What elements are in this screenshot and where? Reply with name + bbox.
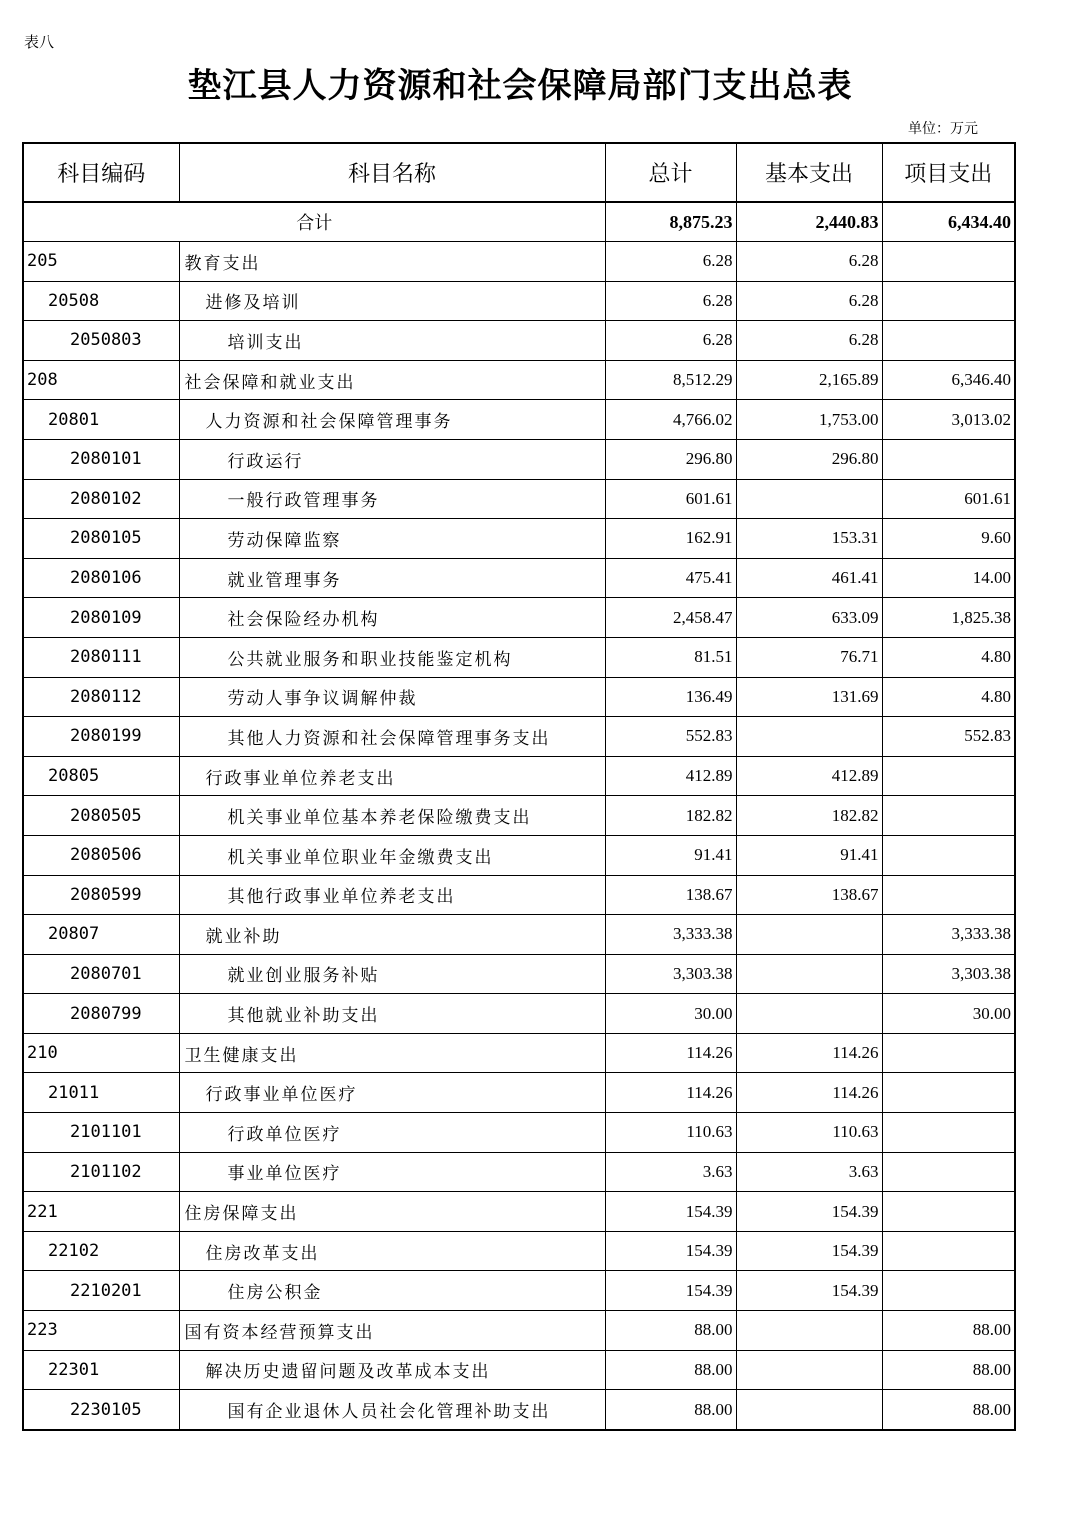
row-code: 2080505 bbox=[23, 796, 179, 836]
row-total: 110.63 bbox=[605, 1113, 736, 1153]
table-row bbox=[23, 558, 1015, 598]
row-name: 行政运行 bbox=[179, 439, 605, 479]
row-total: 6.28 bbox=[605, 321, 736, 361]
row-total: 162.91 bbox=[605, 519, 736, 559]
row-name: 住房改革支出 bbox=[179, 1231, 605, 1271]
table-row bbox=[23, 479, 1015, 519]
row-project bbox=[882, 1271, 1015, 1311]
row-name: 就业补助 bbox=[179, 915, 605, 955]
row-code: 2080199 bbox=[23, 717, 179, 757]
header-row bbox=[23, 143, 1015, 202]
table-row bbox=[23, 281, 1015, 321]
row-project bbox=[882, 1113, 1015, 1153]
row-project: 3,303.38 bbox=[882, 954, 1015, 994]
row-basic: 412.89 bbox=[736, 756, 882, 796]
row-basic: 114.26 bbox=[736, 1073, 882, 1113]
row-name: 国有企业退休人员社会化管理补助支出 bbox=[179, 1390, 605, 1430]
row-code: 2101101 bbox=[23, 1113, 179, 1153]
row-name: 行政单位医疗 bbox=[179, 1113, 605, 1153]
row-name: 就业管理事务 bbox=[179, 558, 605, 598]
row-project: 6,346.40 bbox=[882, 360, 1015, 400]
row-basic bbox=[736, 1390, 882, 1430]
row-basic: 182.82 bbox=[736, 796, 882, 836]
row-code: 2080701 bbox=[23, 954, 179, 994]
row-basic: 154.39 bbox=[736, 1231, 882, 1271]
row-code: 2080102 bbox=[23, 479, 179, 519]
row-code: 20807 bbox=[23, 915, 179, 955]
row-total: 88.00 bbox=[605, 1350, 736, 1390]
row-total: 81.51 bbox=[605, 637, 736, 677]
row-basic: 114.26 bbox=[736, 1033, 882, 1073]
summary-basic: 2,440.83 bbox=[736, 202, 882, 242]
row-code: 205 bbox=[23, 242, 179, 282]
row-project: 4.80 bbox=[882, 637, 1015, 677]
table-row bbox=[23, 400, 1015, 440]
row-code: 21011 bbox=[23, 1073, 179, 1113]
row-basic: 296.80 bbox=[736, 439, 882, 479]
row-total: 136.49 bbox=[605, 677, 736, 717]
table-row bbox=[23, 321, 1015, 361]
row-name: 进修及培训 bbox=[179, 281, 605, 321]
row-project bbox=[882, 439, 1015, 479]
row-name: 就业创业服务补贴 bbox=[179, 954, 605, 994]
row-code: 221 bbox=[23, 1192, 179, 1232]
row-basic: 154.39 bbox=[736, 1271, 882, 1311]
table-row bbox=[23, 717, 1015, 757]
row-name: 国有资本经营预算支出 bbox=[179, 1311, 605, 1351]
row-basic: 6.28 bbox=[736, 321, 882, 361]
row-code: 2050803 bbox=[23, 321, 179, 361]
row-code: 22301 bbox=[23, 1350, 179, 1390]
row-total: 4,766.02 bbox=[605, 400, 736, 440]
row-total: 8,512.29 bbox=[605, 360, 736, 400]
table-row bbox=[23, 756, 1015, 796]
row-code: 2080105 bbox=[23, 519, 179, 559]
row-project bbox=[882, 756, 1015, 796]
row-total: 30.00 bbox=[605, 994, 736, 1034]
row-name: 行政事业单位医疗 bbox=[179, 1073, 605, 1113]
row-project bbox=[882, 796, 1015, 836]
row-code: 2230105 bbox=[23, 1390, 179, 1430]
summary-row bbox=[23, 202, 1015, 242]
row-name: 其他行政事业单位养老支出 bbox=[179, 875, 605, 915]
table-row bbox=[23, 677, 1015, 717]
row-code: 2080599 bbox=[23, 875, 179, 915]
row-project bbox=[882, 1033, 1015, 1073]
row-basic: 6.28 bbox=[736, 281, 882, 321]
row-project: 552.83 bbox=[882, 717, 1015, 757]
row-code: 20801 bbox=[23, 400, 179, 440]
row-name: 一般行政管理事务 bbox=[179, 479, 605, 519]
row-name: 解决历史遗留问题及改革成本支出 bbox=[179, 1350, 605, 1390]
row-project: 1,825.38 bbox=[882, 598, 1015, 638]
row-project: 4.80 bbox=[882, 677, 1015, 717]
unit-label: 单位：万元 bbox=[908, 121, 978, 137]
row-code: 2210201 bbox=[23, 1271, 179, 1311]
row-basic: 633.09 bbox=[736, 598, 882, 638]
row-code: 20508 bbox=[23, 281, 179, 321]
row-basic: 154.39 bbox=[736, 1192, 882, 1232]
row-project: 88.00 bbox=[882, 1350, 1015, 1390]
row-project bbox=[882, 1073, 1015, 1113]
row-project bbox=[882, 1152, 1015, 1192]
row-project bbox=[882, 1192, 1015, 1232]
expenditure-table bbox=[22, 142, 1016, 1431]
row-basic: 76.71 bbox=[736, 637, 882, 677]
row-name: 卫生健康支出 bbox=[179, 1033, 605, 1073]
header-basic: 基本支出 bbox=[736, 143, 882, 202]
table-row bbox=[23, 360, 1015, 400]
table-row bbox=[23, 1271, 1015, 1311]
row-basic bbox=[736, 479, 882, 519]
row-project bbox=[882, 1231, 1015, 1271]
table-row bbox=[23, 796, 1015, 836]
table-row bbox=[23, 835, 1015, 875]
row-name: 社会保障和就业支出 bbox=[179, 360, 605, 400]
row-code: 2080506 bbox=[23, 835, 179, 875]
row-basic bbox=[736, 954, 882, 994]
row-total: 412.89 bbox=[605, 756, 736, 796]
table-row bbox=[23, 954, 1015, 994]
row-name: 社会保险经办机构 bbox=[179, 598, 605, 638]
row-name: 机关事业单位基本养老保险缴费支出 bbox=[179, 796, 605, 836]
row-project bbox=[882, 242, 1015, 282]
row-basic: 138.67 bbox=[736, 875, 882, 915]
row-project: 14.00 bbox=[882, 558, 1015, 598]
row-basic: 153.31 bbox=[736, 519, 882, 559]
row-basic: 461.41 bbox=[736, 558, 882, 598]
header-total: 总计 bbox=[605, 143, 736, 202]
row-total: 601.61 bbox=[605, 479, 736, 519]
table-row bbox=[23, 1311, 1015, 1351]
table-row bbox=[23, 519, 1015, 559]
row-code: 2080109 bbox=[23, 598, 179, 638]
table-row bbox=[23, 439, 1015, 479]
row-code: 2080111 bbox=[23, 637, 179, 677]
table-number-label: 表八 bbox=[24, 33, 55, 51]
row-total: 154.39 bbox=[605, 1192, 736, 1232]
table-row bbox=[23, 1390, 1015, 1430]
row-total: 114.26 bbox=[605, 1033, 736, 1073]
row-total: 154.39 bbox=[605, 1231, 736, 1271]
row-project bbox=[882, 281, 1015, 321]
header-project: 项目支出 bbox=[882, 143, 1015, 202]
row-name: 住房公积金 bbox=[179, 1271, 605, 1311]
header-name: 科目名称 bbox=[179, 143, 605, 202]
row-name: 教育支出 bbox=[179, 242, 605, 282]
table-row bbox=[23, 242, 1015, 282]
row-basic bbox=[736, 1311, 882, 1351]
row-name: 其他就业补助支出 bbox=[179, 994, 605, 1034]
row-code: 2080101 bbox=[23, 439, 179, 479]
table-row bbox=[23, 1350, 1015, 1390]
table-row bbox=[23, 1231, 1015, 1271]
row-project: 3,013.02 bbox=[882, 400, 1015, 440]
table-body bbox=[23, 242, 1015, 1430]
row-name: 人力资源和社会保障管理事务 bbox=[179, 400, 605, 440]
row-total: 3,333.38 bbox=[605, 915, 736, 955]
row-name: 住房保障支出 bbox=[179, 1192, 605, 1232]
table-row bbox=[23, 875, 1015, 915]
row-project: 88.00 bbox=[882, 1311, 1015, 1351]
row-project: 9.60 bbox=[882, 519, 1015, 559]
summary-total: 8,875.23 bbox=[605, 202, 736, 242]
row-code: 223 bbox=[23, 1311, 179, 1351]
row-code: 22102 bbox=[23, 1231, 179, 1271]
row-project: 30.00 bbox=[882, 994, 1015, 1034]
row-name: 公共就业服务和职业技能鉴定机构 bbox=[179, 637, 605, 677]
table-row bbox=[23, 994, 1015, 1034]
table-row bbox=[23, 598, 1015, 638]
row-project: 88.00 bbox=[882, 1390, 1015, 1430]
header-code: 科目编码 bbox=[23, 143, 179, 202]
row-total: 88.00 bbox=[605, 1390, 736, 1430]
row-basic bbox=[736, 717, 882, 757]
row-total: 154.39 bbox=[605, 1271, 736, 1311]
row-basic bbox=[736, 915, 882, 955]
row-code: 2101102 bbox=[23, 1152, 179, 1192]
row-total: 88.00 bbox=[605, 1311, 736, 1351]
row-code: 2080112 bbox=[23, 677, 179, 717]
row-name: 机关事业单位职业年金缴费支出 bbox=[179, 835, 605, 875]
row-project bbox=[882, 875, 1015, 915]
table-row bbox=[23, 1152, 1015, 1192]
row-name: 其他人力资源和社会保障管理事务支出 bbox=[179, 717, 605, 757]
row-basic: 3.63 bbox=[736, 1152, 882, 1192]
table-row bbox=[23, 1113, 1015, 1153]
row-project: 601.61 bbox=[882, 479, 1015, 519]
table-row bbox=[23, 1073, 1015, 1113]
row-code: 208 bbox=[23, 360, 179, 400]
row-project: 3,333.38 bbox=[882, 915, 1015, 955]
table-row bbox=[23, 915, 1015, 955]
row-name: 劳动人事争议调解仲裁 bbox=[179, 677, 605, 717]
row-code: 2080799 bbox=[23, 994, 179, 1034]
row-total: 296.80 bbox=[605, 439, 736, 479]
row-basic: 131.69 bbox=[736, 677, 882, 717]
row-total: 552.83 bbox=[605, 717, 736, 757]
table-row bbox=[23, 637, 1015, 677]
table-row bbox=[23, 1033, 1015, 1073]
row-code: 210 bbox=[23, 1033, 179, 1073]
row-total: 182.82 bbox=[605, 796, 736, 836]
row-project bbox=[882, 321, 1015, 361]
row-total: 2,458.47 bbox=[605, 598, 736, 638]
row-total: 6.28 bbox=[605, 281, 736, 321]
row-code: 2080106 bbox=[23, 558, 179, 598]
row-total: 3.63 bbox=[605, 1152, 736, 1192]
row-total: 138.67 bbox=[605, 875, 736, 915]
row-code: 20805 bbox=[23, 756, 179, 796]
row-total: 6.28 bbox=[605, 242, 736, 282]
row-basic: 2,165.89 bbox=[736, 360, 882, 400]
row-name: 行政事业单位养老支出 bbox=[179, 756, 605, 796]
row-basic bbox=[736, 1350, 882, 1390]
row-name: 劳动保障监察 bbox=[179, 519, 605, 559]
row-basic: 110.63 bbox=[736, 1113, 882, 1153]
summary-project: 6,434.40 bbox=[882, 202, 1015, 242]
row-total: 91.41 bbox=[605, 835, 736, 875]
row-total: 114.26 bbox=[605, 1073, 736, 1113]
row-total: 475.41 bbox=[605, 558, 736, 598]
table-row bbox=[23, 1192, 1015, 1232]
page-title: 垫江县人力资源和社会保障局部门支出总表 bbox=[187, 66, 853, 106]
summary-label: 合计 bbox=[23, 202, 605, 242]
row-name: 培训支出 bbox=[179, 321, 605, 361]
row-basic: 6.28 bbox=[736, 242, 882, 282]
row-basic bbox=[736, 994, 882, 1034]
row-name: 事业单位医疗 bbox=[179, 1152, 605, 1192]
row-basic: 91.41 bbox=[736, 835, 882, 875]
row-basic: 1,753.00 bbox=[736, 400, 882, 440]
row-project bbox=[882, 835, 1015, 875]
row-total: 3,303.38 bbox=[605, 954, 736, 994]
